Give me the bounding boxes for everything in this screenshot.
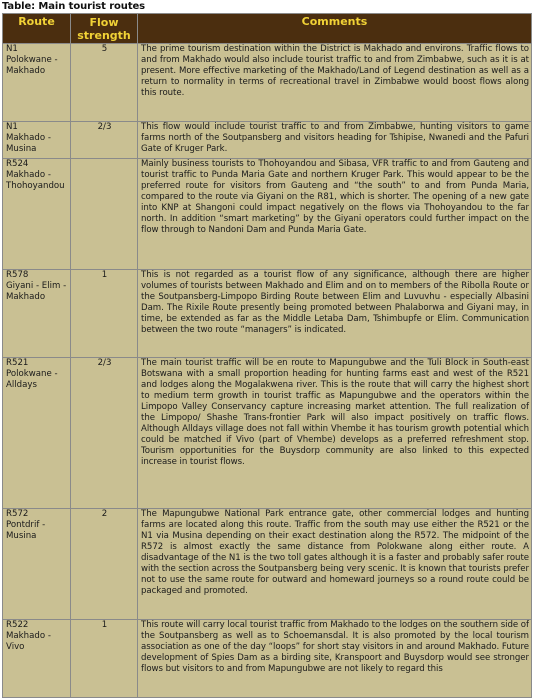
table-row <box>3 159 532 270</box>
table-row <box>3 620 532 698</box>
comments-cell: The prime tourism destination within the District is Makhado and environs. Traffic flows to and from Makhado would also include tourist traffic to and from Zimbabwe, such as it is at present. More effective marketing of the Makhado/Land of Legend destination as well as a return to normality in terms of recreational travel in Zimbabwe would boost flows along this route. <box>138 44 532 122</box>
flow-strength-cell: 1 <box>71 620 138 698</box>
flow-strength-cell: 2/3 <box>71 122 138 159</box>
column-header-comments: Comments <box>138 14 532 44</box>
column-header-route: Route <box>3 14 71 44</box>
flow-strength-cell: 5 <box>71 44 138 122</box>
flow-strength-cell <box>71 159 138 270</box>
route-cell: R524 Makhado - Thohoyandou <box>3 159 71 270</box>
column-header-flow-strength: Flow strength <box>71 14 138 44</box>
table-row <box>3 509 532 620</box>
route-cell: R578 Giyani - Elim - Makhado <box>3 270 71 358</box>
route-cell: R572 Pontdrif - Musina <box>3 509 71 620</box>
table-row <box>3 358 532 509</box>
route-cell: N1 Makhado - Musina <box>3 122 71 159</box>
table-caption: Table: Main tourist routes <box>2 1 146 12</box>
table-row <box>3 122 532 159</box>
route-cell: R522 Makhado - Vivo <box>3 620 71 698</box>
comments-cell <box>138 620 532 698</box>
comments-cell: This is not regarded as a tourist flow of any significance, although there are higher volumes of tourists between Makhado and Elim and on to members of the Ribolla Route or the Soutpansberg-Limpopo Birding Route between Elim and Luvuvhu - especially Albasini Dam. The Rixile Route presently being promoted between Phalaborwa and Giyani may, in time, be extended as far as the Middle Letaba Dam, Tshimbupfe or Elim. Communication between the two route “managers” is indicated. <box>138 270 532 358</box>
table-row <box>3 270 532 358</box>
comments-cell: The main tourist traffic will be en route to Mapungubwe and the Tuli Block in South-east Botswana with a small proportion heading for hunting farms east and west of the R521 and lodges along the Mogalakwena river. This is the route that will carry the highest short to medium term growth in tourist traffic as Mapungubwe and the operators within the Limpopo Valley Conservancy capture increasing market attention. The full realization of the Limpopo/ Shashe Trans-frontier Park will also impact positively on traffic flows. Although Alldays village does not fall within Vhembe it has tourism growth potential which could be matched if Vivo (part of Vhembe) develops as a preferred refreshment stop. Tourism opportunities for the Buysdorp community are also linked to this expected increase in tourist flows. <box>138 358 532 509</box>
flow-strength-cell: 1 <box>71 270 138 358</box>
flow-strength-cell: 2 <box>71 509 138 620</box>
table-row <box>3 44 532 122</box>
route-cell: N1 Polokwane - Makhado <box>3 44 71 122</box>
comments-text-clipped: This route will carry local tourist traffic from Makhado to the lodges on the southern side of the Soutpansberg as well as to Schoemansdal. It is also promoted by the local tourism association as one of the day “loops” for short stay visitors in and around Makhado. Future development of Spies Dam as a birding site, Kranspoort and Buysdorp would see stronger flows but visitors to and from Mapungubwe are not likely to regard this <box>141 620 529 675</box>
route-cell: R521 Polokwane - Alldays <box>3 358 71 509</box>
flow-strength-cell: 2/3 <box>71 358 138 509</box>
table-header-row <box>3 14 532 44</box>
comments-cell: Mainly business tourists to Thohoyandou and Sibasa, VFR traffic to and from Gauteng and tourist traffic to Punda Maria Gate and northern Kruger Park. This would appear to be the preferred route for visitors from Gauteng and “the south” to and from Punda Maria, compared to the route via Giyani on the R81, which is shorter. The opening of a new gate into KNP at Shangoni could impact negatively on the flows via Thohoyandou to the far north. In addition “smart marketing” by the Giyani operators could further impact on the flow through to Nandoni Dam and Punda Maria Gate. <box>138 159 532 270</box>
comments-cell: This flow would include tourist traffic to and from Zimbabwe, hunting visitors to game farms north of the Soutpansberg and visitors heading for Tshipise, Nwanedi and the Pafuri Gate of Kruger Park. <box>138 122 532 159</box>
comments-cell: The Mapungubwe National Park entrance gate, other commercial lodges and hunting farms are located along this route. Traffic from the south may use either the R521 or the N1 via Musina depending on their exact destination along the R572. The midpoint of the R572 is almost exactly the same distance from Polokwane along either route. A disadvantage of the N1 is the two toll gates although it is a faster and probably safer route with the section across the Soutpansberg being very scenic. It is known that tourists prefer not to use the same route for outward and homeward journeys so a round route could be packaged and promoted. <box>138 509 532 620</box>
main-tourist-routes-table <box>2 13 532 698</box>
